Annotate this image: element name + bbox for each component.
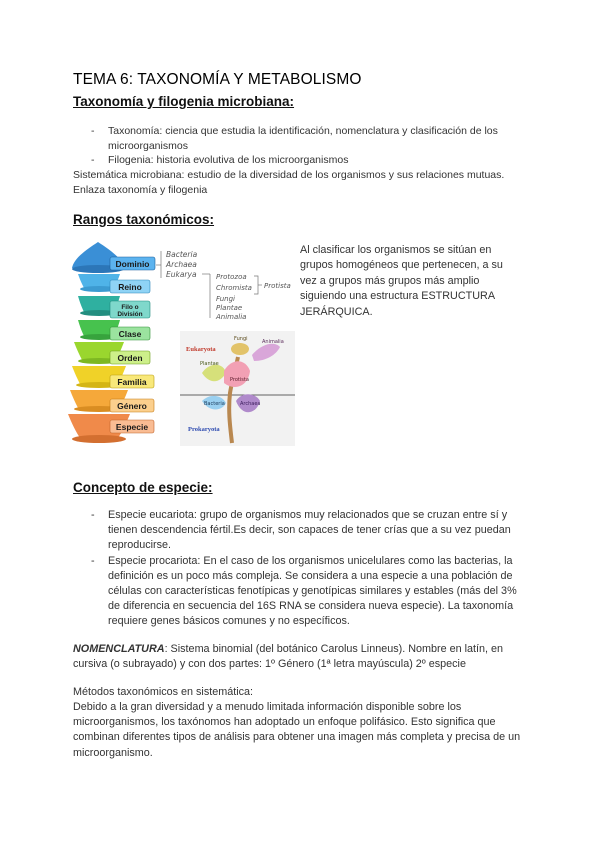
tree-label-protista: Protista xyxy=(230,377,249,383)
tree-label-fungi: Fungi xyxy=(234,336,248,342)
rank-label-division: División xyxy=(117,311,143,318)
rank-label-familia: Familia xyxy=(117,377,147,387)
kingdom-animalia: Animalia xyxy=(216,313,247,321)
rank-label-orden: Orden xyxy=(117,353,143,363)
kingdom-plantae: Plantae xyxy=(216,304,243,312)
section-heading-taxonomia: Taxonomía y filogenia microbiana: xyxy=(73,94,295,109)
nomenclatura-label: NOMENCLATURA xyxy=(73,643,165,655)
metodos-title: Métodos taxonómicos en sistemática: xyxy=(73,686,254,698)
metodos-paragraph: Debido a la gran diversidad y a menudo limitada información disponible sobre los microorganismos, los taxónomos han adoptado un enfoque polifásico. Esto significa que combinan diferentes tipos de análisis para obtener una imagen más completa y precisa de un microorganismo. xyxy=(73,701,521,759)
tree-label-plantae: Plantae xyxy=(200,361,219,367)
protista-label: Protista xyxy=(264,282,291,290)
nomenclatura-paragraph xyxy=(73,642,528,672)
kingdom-chromista: Chromista xyxy=(216,284,252,292)
tree-label-animalia: Animalia xyxy=(262,339,284,345)
rank-label-genero: Género xyxy=(117,401,147,411)
rank-label-especie: Especie xyxy=(115,422,149,432)
domain-eukarya: Eukarya xyxy=(166,270,197,279)
rank-label-reino: Reino xyxy=(118,282,142,292)
section-heading-rangos: Rangos taxonómicos: xyxy=(73,212,215,227)
tree-of-life-image xyxy=(180,331,295,446)
list-item: - Especie procariota: En el caso de los organismos unicelulares como las bacterias, la definición es un poco más compleja. Se considera a una especie a una población de células con características fenotípicas y genotípicas similares y estables (más del 3% de diferencia en secuencia del 16S RNA se considera nueva especie). La taxonomía requiere genes básicos comunes y no específicos. xyxy=(91,554,531,630)
rank-label-clase: Clase xyxy=(118,329,142,339)
rank-stack xyxy=(68,242,155,443)
list-item: - Taxonomía: ciencia que estudia la identificación, nomenclatura y clasificación de los microorganismos xyxy=(91,124,531,153)
domain-archaea: Archaea xyxy=(166,260,197,269)
tree-label-bacteria: Bacteria xyxy=(204,401,225,407)
jerarquica-paragraph: Al clasificar los organismos se sitúan en grupos homogéneos que pertenecen, a su vez a grupos más grupos más amplio siguiendo una estructura ESTRUCTURA JERÁRQUICA. xyxy=(300,244,503,318)
tree-label-archaea: Archaea xyxy=(240,401,261,407)
page-title: TEMA 6: TAXONOMÍA Y METABOLISMO xyxy=(73,71,362,88)
tree-label-prokaryota: Prokaryota xyxy=(188,426,220,433)
domain-bacteria: Bacteria xyxy=(166,250,198,259)
tree-label-eukaryota: Eukaryota xyxy=(186,346,216,353)
especie-bullet-list xyxy=(91,508,531,630)
section-heading-especie: Concepto de especie: xyxy=(73,480,213,495)
rank-label-dominio: Dominio xyxy=(115,259,150,269)
list-item: - Especie eucariota: grupo de organismos muy relacionados que se cruzan entre sí y tienen descendencia fértil.Es decir, son capaces de tener crías que a su vez puedan reproducirse. xyxy=(91,508,531,554)
taxonomy-bullet-list xyxy=(91,124,531,168)
rank-label-filo: Filo o xyxy=(121,304,139,311)
sistematica-paragraph: Sistemática microbiana: estudio de la diversidad de los organismos y sus relaciones mutuas. Enlaza taxonomía y filogenia xyxy=(73,169,505,196)
nomenclatura-text: : Sistema binomial (del botánico Carolus Linneus). Nombre en latín, en cursiva (o subrayado) y con dos partes: 1º Género (1ª letra mayúscula) 2º especie xyxy=(73,643,504,671)
kingdom-protozoa: Protozoa xyxy=(216,273,247,281)
kingdom-fungi: Fungi xyxy=(216,295,236,303)
list-item: - Filogenia: historia evolutiva de los microorganismos xyxy=(91,153,531,168)
